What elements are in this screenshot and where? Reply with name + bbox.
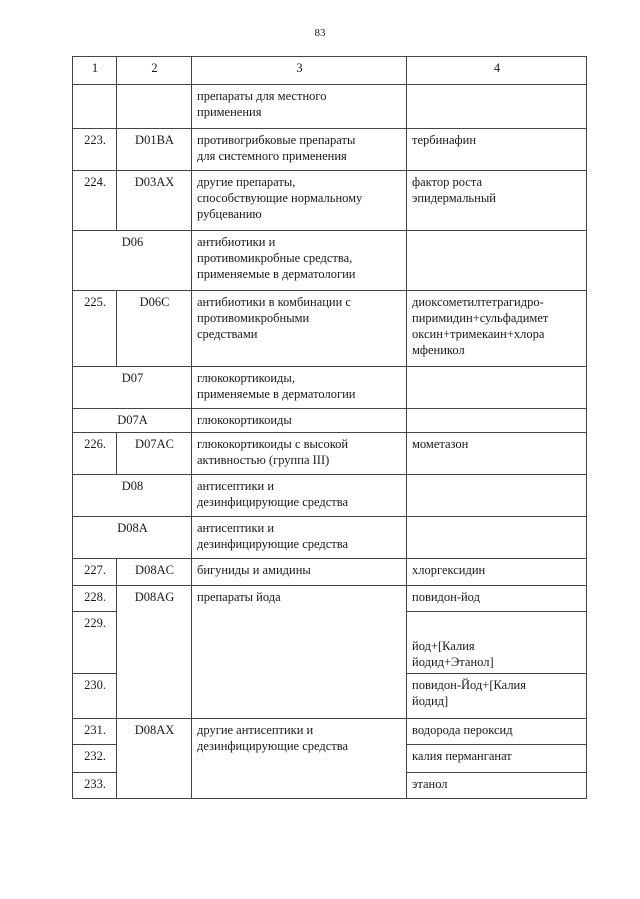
group-name-cell: другие антисептики и дезинфицирующие средства <box>192 719 407 799</box>
row-number-cell: 227. <box>73 559 117 586</box>
group-name-cell: антисептики и дезинфицирующие средства <box>192 475 407 517</box>
drug-name-cell <box>407 475 587 517</box>
group-name-cell: препараты для местного применения <box>192 85 407 129</box>
group-name-cell: глюкокортикоиды <box>192 409 407 433</box>
table-row <box>73 171 587 231</box>
column-header: 1 <box>73 57 117 85</box>
group-name-cell: глюкокортикоиды с высокой активностью (группа III) <box>192 433 407 475</box>
atc-code-cell: D08 <box>73 475 192 517</box>
row-number-cell: 223. <box>73 129 117 171</box>
group-name-cell: бигуниды и амидины <box>192 559 407 586</box>
atc-code-cell: D07 <box>73 367 192 409</box>
drug-name-cell <box>407 517 587 559</box>
atc-code-cell: D06 <box>73 231 192 291</box>
table-row <box>73 433 587 475</box>
drug-name-cell: водорода пероксид <box>407 719 587 745</box>
table-row <box>73 559 587 586</box>
row-number-cell: 228. <box>73 586 117 612</box>
atc-code-cell: D03AX <box>117 171 192 231</box>
column-header: 2 <box>117 57 192 85</box>
row-number-cell: 224. <box>73 171 117 231</box>
drug-name-cell: тербинафин <box>407 129 587 171</box>
atc-code-cell: D07A <box>73 409 192 433</box>
atc-code-cell: D08A <box>73 517 192 559</box>
group-name-cell: противогрибковые препараты для системного применения <box>192 129 407 171</box>
classification-table <box>72 56 587 799</box>
table-row <box>73 129 587 171</box>
row-number-cell: 232. <box>73 745 117 773</box>
row-number-cell: 231. <box>73 719 117 745</box>
table-row <box>73 85 587 129</box>
table-row <box>73 517 587 559</box>
group-name-cell: другие препараты, способствующие нормальному рубцеванию <box>192 171 407 231</box>
group-name-cell: антибиотики в комбинации с противомикробными средствами <box>192 291 407 367</box>
drug-name-cell: этанол <box>407 773 587 799</box>
row-number-cell: 226. <box>73 433 117 475</box>
table-header-row <box>73 57 587 85</box>
atc-code-cell: D08AG <box>117 586 192 719</box>
table-row <box>73 409 587 433</box>
drug-name-cell: диоксометилтетрагидро- пиримидин+сульфадимет оксин+тримекаин+хлора мфеникол <box>407 291 587 367</box>
group-name-cell: антисептики и дезинфицирующие средства <box>192 517 407 559</box>
atc-code-cell: D08AX <box>117 719 192 799</box>
atc-code-cell: D01BA <box>117 129 192 171</box>
row-number-cell: 229. <box>73 612 117 674</box>
atc-code-cell <box>117 85 192 129</box>
row-number-cell: 225. <box>73 291 117 367</box>
table-row <box>73 475 587 517</box>
drug-name-cell: повидон-Йод+[Калия йодид] <box>407 674 587 719</box>
column-header: 3 <box>192 57 407 85</box>
drug-name-cell <box>407 231 587 291</box>
row-number-cell: 233. <box>73 773 117 799</box>
table-row <box>73 586 587 612</box>
drug-name-cell <box>407 409 587 433</box>
group-name-cell: антибиотики и противомикробные средства, применяемые в дерматологии <box>192 231 407 291</box>
table-row <box>73 367 587 409</box>
drug-name-cell: калия перманганат <box>407 745 587 773</box>
drug-name-cell: фактор роста эпидермальный <box>407 171 587 231</box>
table-row <box>73 291 587 367</box>
page-number: 83 <box>314 27 326 39</box>
atc-code-cell: D08AC <box>117 559 192 586</box>
drug-name-cell: хлоргексидин <box>407 559 587 586</box>
drug-name-cell: мометазон <box>407 433 587 475</box>
table-row <box>73 719 587 745</box>
atc-code-cell: D07AC <box>117 433 192 475</box>
row-number-cell: 230. <box>73 674 117 719</box>
drug-name-cell: йод+[Калия йодид+Этанол] <box>407 612 587 674</box>
table-row <box>73 231 587 291</box>
column-header: 4 <box>407 57 587 85</box>
atc-code-cell: D06C <box>117 291 192 367</box>
drug-name-cell <box>407 367 587 409</box>
group-name-cell: препараты йода <box>192 586 407 719</box>
group-name-cell: глюкокортикоиды, применяемые в дерматологии <box>192 367 407 409</box>
row-number-cell <box>73 85 117 129</box>
drug-name-cell <box>407 85 587 129</box>
drug-name-cell: повидон-йод <box>407 586 587 612</box>
